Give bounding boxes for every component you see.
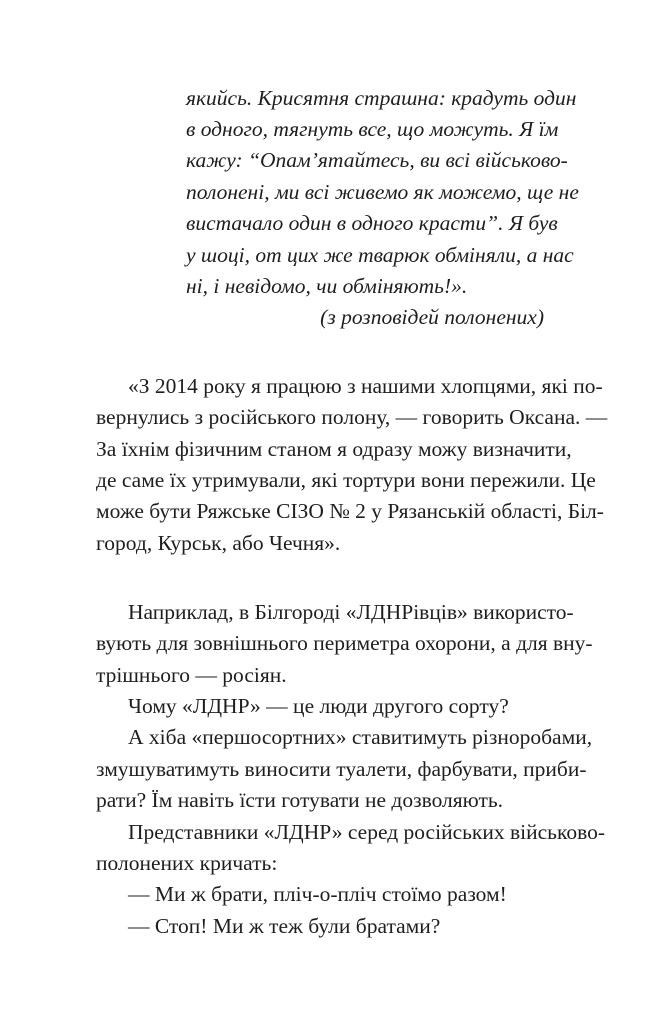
paragraph-line: рати? Їм навіть їсти готувати не дозволяють. <box>96 788 504 812</box>
quote-line: кажу: “Опам’ятайтесь, ви всі військово- <box>186 148 568 172</box>
paragraph-line: Наприклад, в Білгороді «ЛДНРівців» використо- <box>128 600 574 624</box>
quote-line: ні, і невідомо, чи обміняють!». <box>186 274 468 298</box>
paragraph-line: де саме їх утримували, які тортури вони пережили. Це <box>96 468 596 492</box>
paragraph-line: трішнього — росіян. <box>96 663 287 687</box>
paragraph-line: «З 2014 року я працюю з нашими хлопцями, які по- <box>128 374 603 398</box>
dialogue-line: — Ми ж брати, пліч-о-пліч стоїмо разом! <box>128 882 507 906</box>
quote-source: (з розповідей полонених) <box>320 305 544 329</box>
paragraph-line: змушуватимуть виносити туалети, фарбувати, приби- <box>96 757 587 781</box>
paragraph-line: може бути Ряжське СІЗО № 2 у Рязанській області, Біл- <box>96 499 604 523</box>
paragraph-line: полонених кричать: <box>96 851 278 875</box>
paragraph-line: вернулись з російського полону, — говорить Оксана. — <box>96 405 608 429</box>
quote-line: якийсь. Крисятня страшна: крадуть один <box>186 86 577 110</box>
quote-line: у шоці, от цих же тварюк обміняли, а нас <box>186 243 574 267</box>
dialogue-line: — Стоп! Ми ж теж були братами? <box>128 914 441 938</box>
quote-line: полонені, ми всі живемо як можемо, ще не <box>186 180 579 204</box>
paragraph-line: город, Курськ, або Чечня». <box>96 531 341 555</box>
quote-line: в одного, тягнуть все, що можуть. Я їм <box>186 117 559 141</box>
paragraph-line: А хіба «першосортних» ставитимуть різноробами, <box>128 725 593 749</box>
paragraph-line: Представники «ЛДНР» серед російських військово- <box>128 820 605 844</box>
paragraph-line: Чому «ЛДНР» — це люди другого сорту? <box>128 694 509 718</box>
paragraph-line: вують для зовнішнього периметра охорони, а для вну- <box>96 631 593 655</box>
quote-line: вистачало один в одного красти”. Я був <box>186 211 558 235</box>
paragraph-line: За їхнім фізичним станом я одразу можу визначити, <box>96 437 572 461</box>
